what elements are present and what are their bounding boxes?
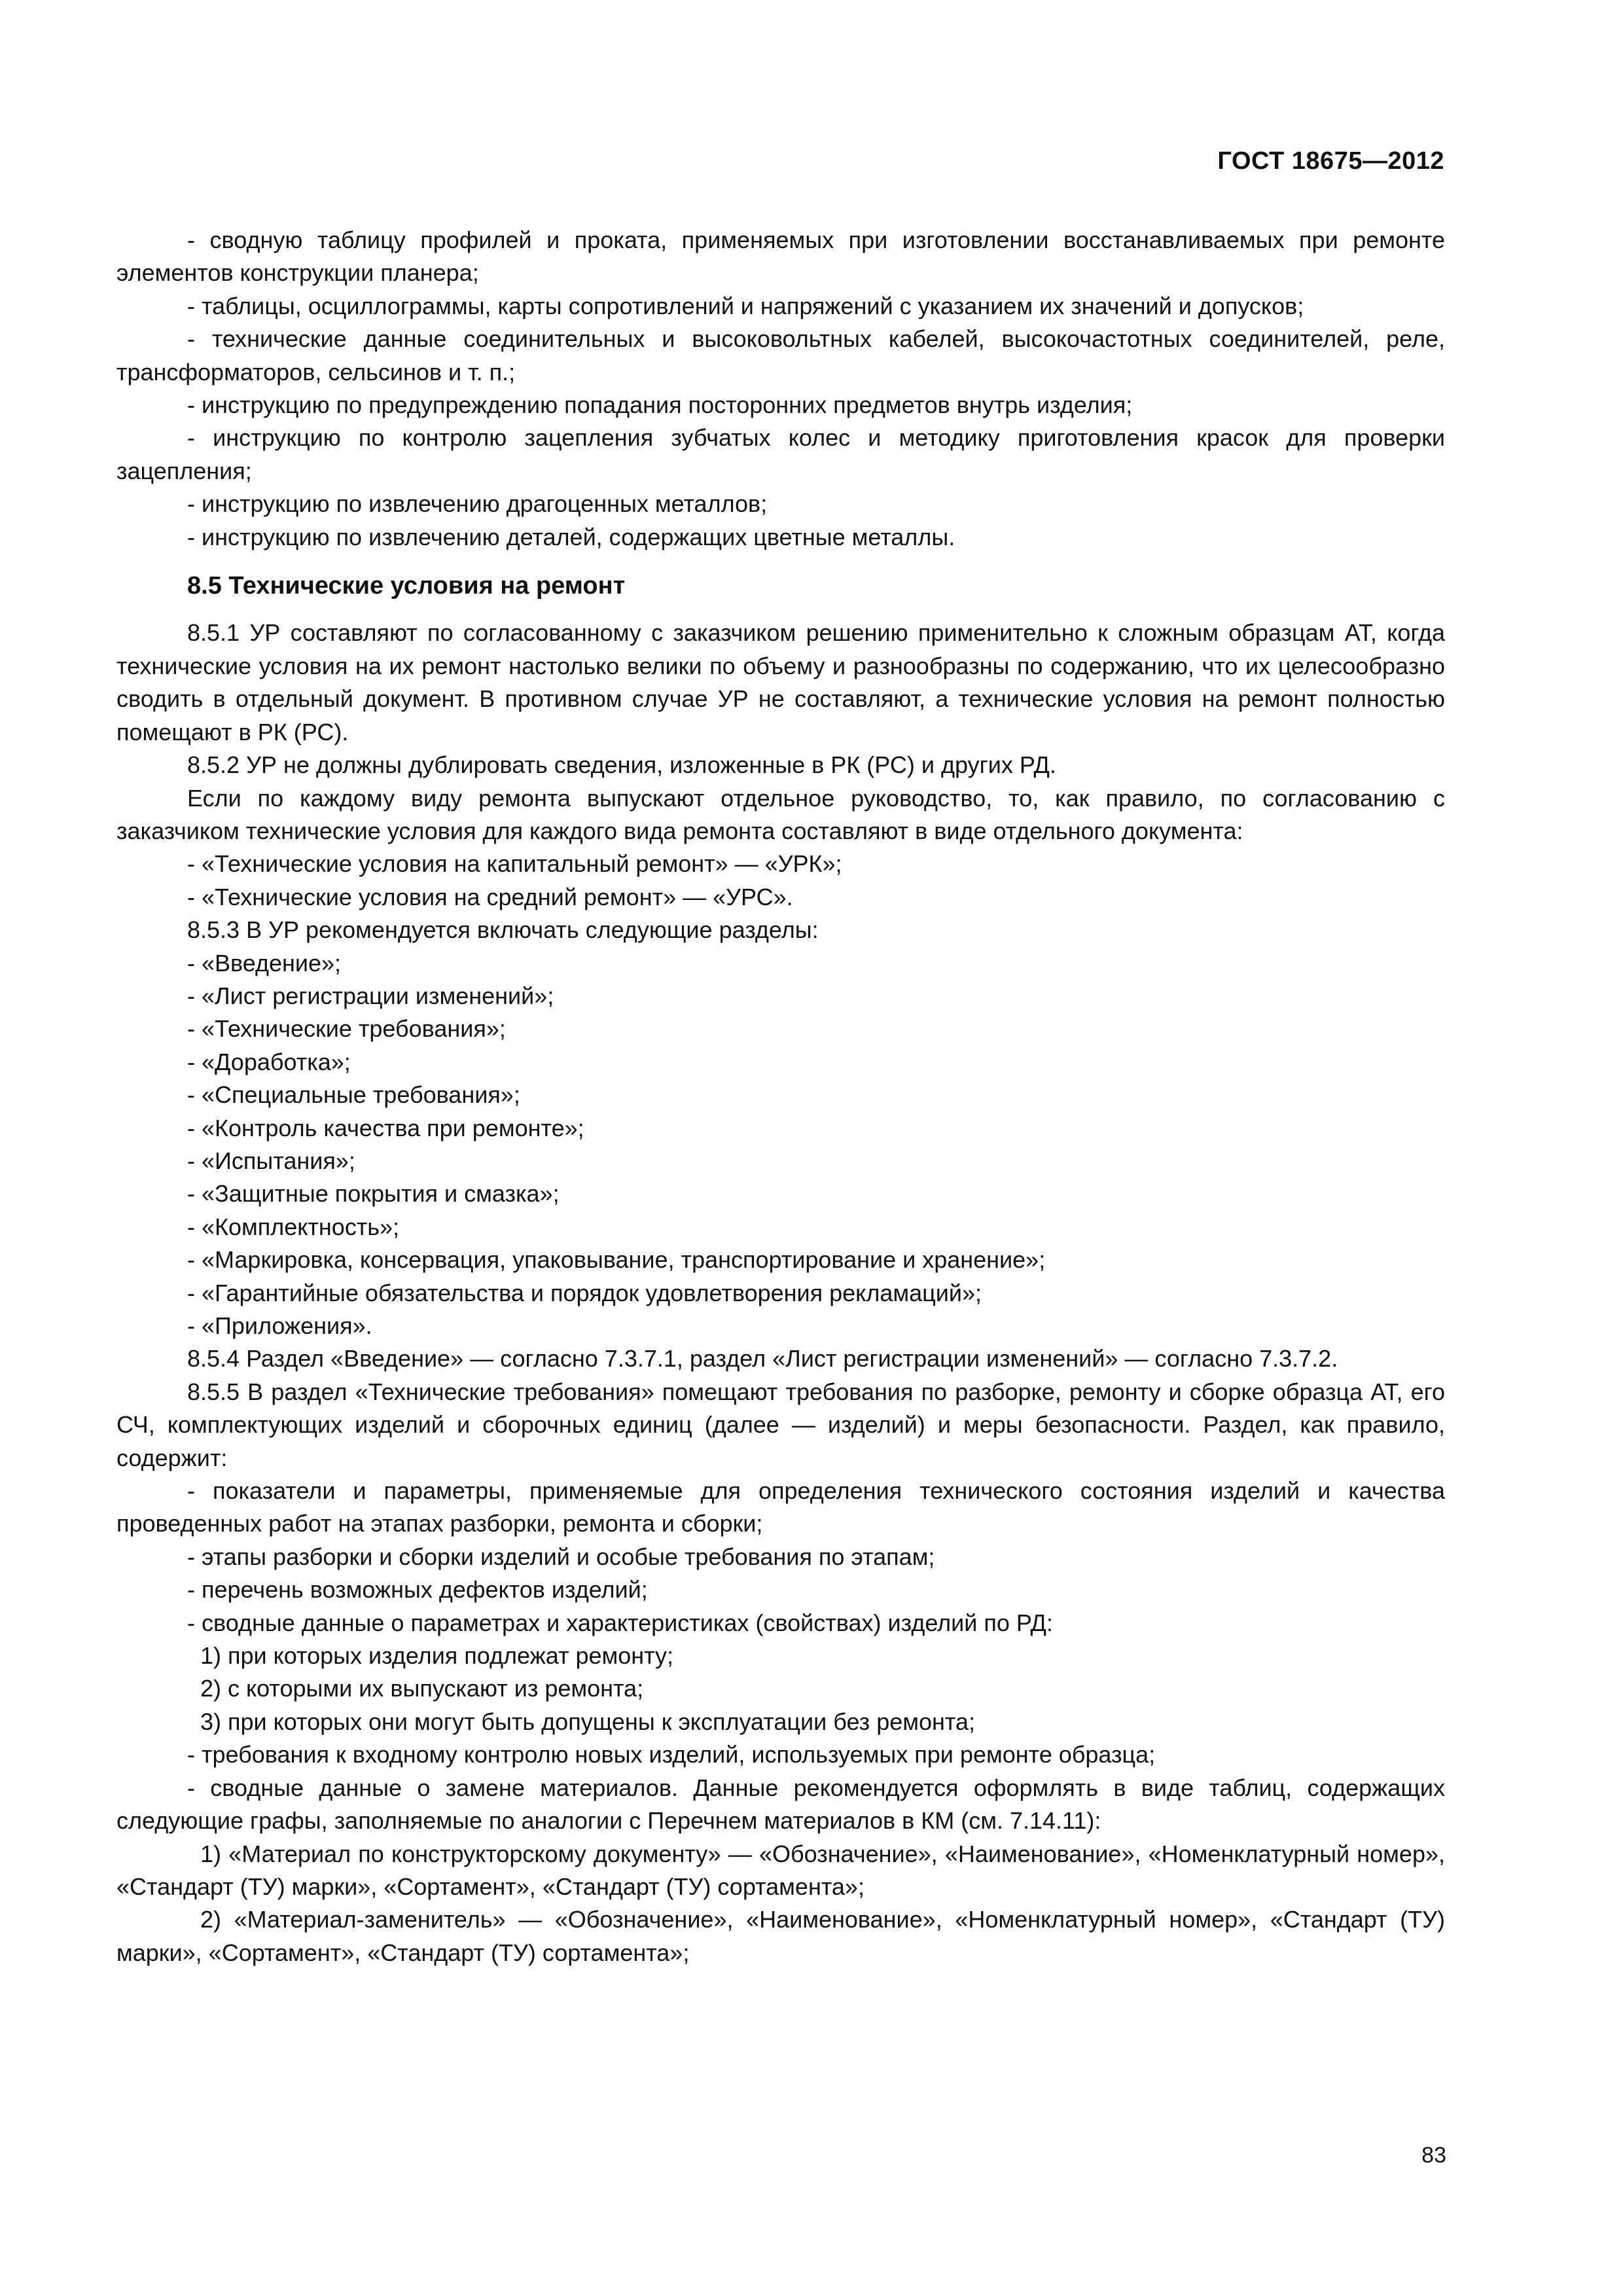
column-item: 1) «Материал по конструкторскому документу» — «Обозначение», «Наименование», «Номенклатурный номер», «Стандарт (ТУ) марки», «Сортамент», «Стандарт (ТУ) сортамента»; bbox=[116, 1840, 1445, 1900]
list-item: - инструкцию по контролю зацепления зубчатых колес и методику приготовления красок для проверки зацепления; bbox=[116, 424, 1445, 484]
paragraph: Если по каждому виду ремонта выпускают отдельное руководство, то, как правило, по согласованию с заказчиком технические условия для каждого вида ремонта составляют в виде отдельного документа: bbox=[116, 784, 1445, 844]
list-item: - сводные данные о параметрах и характеристиках (свойствах) изделий по РД: bbox=[187, 1609, 1053, 1636]
paragraph-8-5-1: 8.5.1 УР составляют по согласованному с заказчиком решению применительно к сложным образцам АТ, когда технические условия на их ремонт настолько велики по объему и разнообразны по содержанию, что их целесообразно сводить в отдельный документ. В противном случае УР не составляют, а технические условия на ремонт полностью помещают в РК (РС). bbox=[116, 619, 1445, 745]
sub-list-item: 1) при которых изделия подлежат ремонту; bbox=[200, 1642, 674, 1670]
list-item: - показатели и параметры, применяемые для определения технического состояния изделий и качества проведенных работ на этапах разборки, ремонта и сборки; bbox=[116, 1477, 1445, 1537]
list-item: - технические данные соединительных и высоковольтных кабелей, высокочастотных соединителей, реле, трансформаторов, сельсинов и т. п.; bbox=[116, 325, 1445, 386]
list-item: - «Технические требования»; bbox=[187, 1015, 506, 1043]
standard-header: ГОСТ 18675—2012 bbox=[1217, 147, 1444, 175]
list-item: - «Технические условия на средний ремонт» — «УРС». bbox=[187, 883, 793, 910]
list-item: - «Гарантийные обязательства и порядок удовлетворения рекламаций»; bbox=[187, 1279, 982, 1306]
sub-list-item: 3) при которых они могут быть допущены к эксплуатации без ремонта; bbox=[200, 1708, 975, 1735]
paragraph-8-5-5: 8.5.5 В раздел «Технические требования» помещают требования по разборке, ремонту и сборке образца АТ, его СЧ, комплектующих изделий и сборочных единиц (далее — изделий) и меры безопасности. Раздел, как правило, содержит: bbox=[116, 1378, 1445, 1471]
list-item: - «Комплектность»; bbox=[187, 1213, 400, 1240]
paragraph-8-5-3: 8.5.3 В УР рекомендуется включать следующие разделы: bbox=[187, 916, 819, 944]
list-item: - «Маркировка, консервация, упаковывание, транспортирование и хранение»; bbox=[187, 1246, 1046, 1274]
sub-list-item: 2) с которыми их выпускают из ремонта; bbox=[200, 1675, 644, 1702]
list-item: - этапы разборки и сборки изделий и особые требования по этапам; bbox=[187, 1543, 935, 1570]
list-item: - «Приложения». bbox=[187, 1312, 372, 1339]
list-item: - «Технические условия на капитальный ремонт» — «УРК»; bbox=[187, 850, 842, 878]
list-item: - инструкцию по предупреждению попадания посторонних предметов внутрь изделия; bbox=[187, 391, 1133, 419]
paragraph-8-5-2: 8.5.2 УР не должны дублировать сведения, изложенные в РК (РС) и других РД. bbox=[187, 751, 1056, 779]
list-item: - таблицы, осциллограммы, карты сопротивлений и напряжений с указанием их значений и допусков; bbox=[187, 292, 1304, 319]
list-item: - сводные данные о замене материалов. Данные рекомендуется оформлять в виде таблиц, содержащих следующие графы, заполняемые по аналогии с Перечнем материалов в КМ (см. 7.14.11): bbox=[116, 1774, 1445, 1835]
list-item: - инструкцию по извлечению деталей, содержащих цветные металлы. bbox=[187, 523, 955, 550]
column-item: 2) «Материал-заменитель» — «Обозначение», «Наименование», «Номенклатурный номер», «Стандарт (ТУ) марки», «Сортамент», «Стандарт (ТУ) сортамента»; bbox=[116, 1906, 1445, 1966]
list-item: - «Доработка»; bbox=[187, 1048, 351, 1075]
list-item: - «Лист регистрации изменений»; bbox=[187, 982, 554, 1009]
section-heading: 8.5 Технические условия на ремонт bbox=[187, 572, 626, 600]
list-item: - «Испытания»; bbox=[187, 1147, 355, 1174]
list-item: - «Введение»; bbox=[187, 949, 342, 977]
paragraph-8-5-4: 8.5.4 Раздел «Введение» — согласно 7.3.7.1, раздел «Лист регистрации изменений» — согласно 7.3.7.2. bbox=[187, 1345, 1338, 1372]
list-item: - перечень возможных дефектов изделий; bbox=[187, 1576, 648, 1604]
list-item: - требования к входному контролю новых изделий, используемых при ремонте образца; bbox=[187, 1741, 1156, 1768]
page-number: 83 bbox=[1421, 2143, 1446, 2168]
list-item: - сводную таблицу профилей и проката, применяемых при изготовлении восстанавливаемых при ремонте элементов конструкции планера; bbox=[116, 226, 1445, 287]
document-body bbox=[116, 224, 1445, 1969]
list-item: - «Контроль качества при ремонте»; bbox=[187, 1114, 584, 1141]
list-item: - «Специальные требования»; bbox=[187, 1081, 520, 1109]
list-item: - инструкцию по извлечению драгоценных металлов; bbox=[187, 490, 768, 518]
list-item: - «Защитные покрытия и смазка»; bbox=[187, 1180, 560, 1208]
